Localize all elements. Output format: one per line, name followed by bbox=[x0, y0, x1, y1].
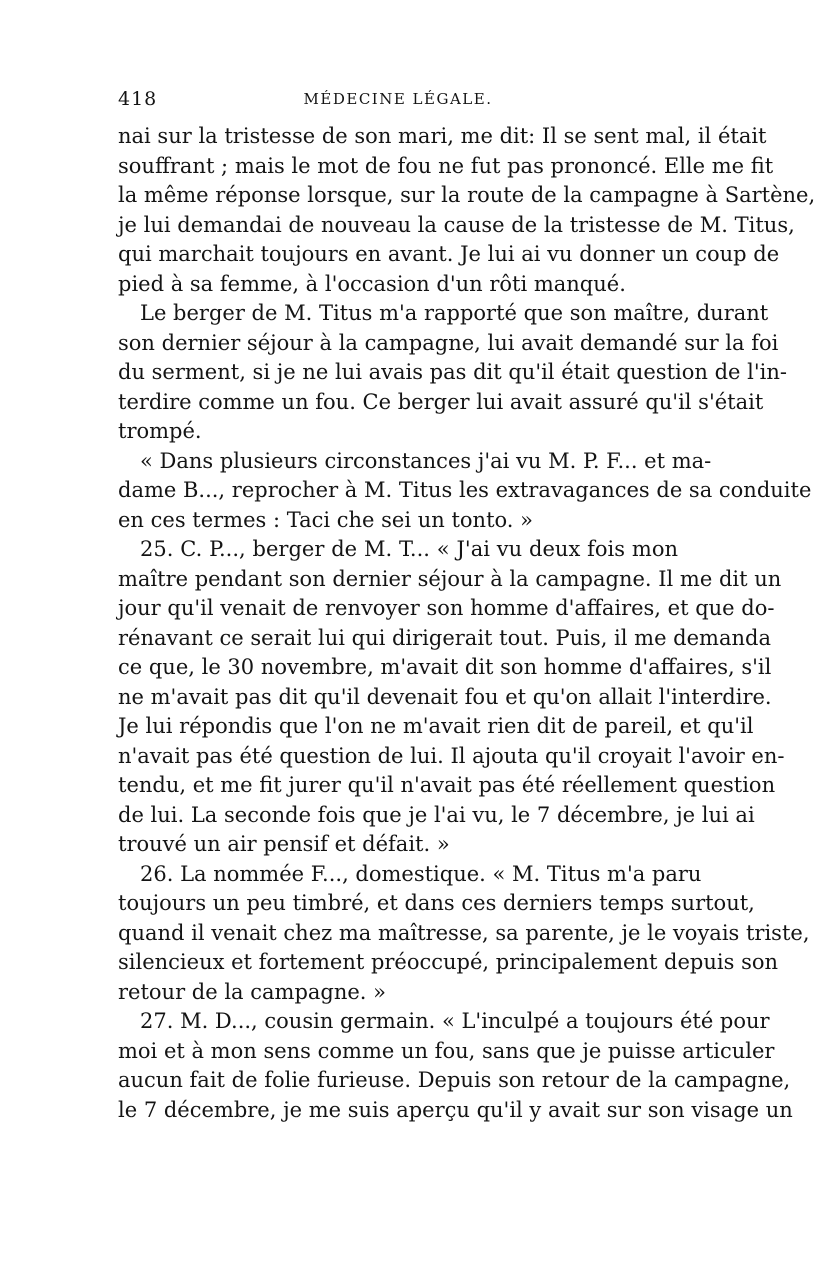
text-line: 26. La nommée F..., domestique. « M. Titus m'a paru bbox=[140, 861, 702, 886]
text-line: n'avait pas été question de lui. Il ajouta qu'il croyait l'avoir en- bbox=[118, 743, 785, 768]
text-line: 27. M. D..., cousin germain. « L'inculpé a toujours été pour bbox=[140, 1009, 770, 1033]
text-line: « Dans plusieurs circonstances j'ai vu M. P. F... et ma- bbox=[140, 448, 712, 473]
text-line: terdire comme un fou. Ce berger lui avait assuré qu'il s'était bbox=[118, 389, 764, 414]
text-line: le 7 décembre, je me suis aperçu qu'il y avait sur son visage un bbox=[118, 1097, 793, 1122]
running-title: MÉDECINE LÉGALE. bbox=[303, 90, 493, 108]
text-line: rénavant ce serait lui qui dirigerait tout. Puis, il me demanda bbox=[118, 625, 771, 650]
text-line: la même réponse lorsque, sur la route de la campagne à Sartène, bbox=[118, 183, 815, 207]
running-head bbox=[118, 88, 678, 118]
book-page bbox=[118, 88, 815, 1125]
text-line: du serment, si je ne lui avais pas dit qu'il était question de l'in- bbox=[118, 360, 787, 384]
text-line: aucun fait de folie furieuse. Depuis son retour de la campagne, bbox=[118, 1068, 791, 1092]
text-line: je lui demandai de nouveau la cause de la tristesse de M. Titus, bbox=[118, 212, 795, 237]
text-line: moi et à mon sens comme un fou, sans que je puisse articuler bbox=[118, 1038, 775, 1063]
text-line: pied à sa femme, à l'occasion d'un rôti manqué. bbox=[118, 271, 626, 296]
text-line: trouvé un air pensif et défait. » bbox=[118, 832, 450, 856]
text-line: Je lui répondis que l'on ne m'avait rien dit de pareil, et qu'il bbox=[118, 714, 754, 738]
text-line: souffrant ; mais le mot de fou ne fut pas prononcé. Elle me fit bbox=[118, 153, 774, 178]
text-line: tendu, et me fit jurer qu'il n'avait pas été réellement question bbox=[118, 773, 776, 797]
text-line: qui marchait toujours en avant. Je lui ai vu donner un coup de bbox=[118, 242, 780, 266]
text-line: Le berger de M. Titus m'a rapporté que son maître, durant bbox=[140, 301, 769, 325]
text-line: son dernier séjour à la campagne, lui avait demandé sur la foi bbox=[118, 330, 779, 355]
page-number: 418 bbox=[118, 88, 158, 110]
text-line: toujours un peu timbré, et dans ces derniers temps surtout, bbox=[118, 891, 755, 915]
text-line: maître pendant son dernier séjour à la campagne. Il me dit un bbox=[118, 566, 782, 591]
text-line: dame B..., reprocher à M. Titus les extravagances de sa conduite bbox=[118, 478, 812, 502]
text-line: retour de la campagne. » bbox=[118, 979, 386, 1004]
text-line: nai sur la tristesse de son mari, me dit: Il se sent mal, il était bbox=[118, 124, 767, 148]
body-text bbox=[118, 122, 815, 1125]
text-line: ce que, le 30 novembre, m'avait dit son homme d'affaires, s'il bbox=[118, 655, 772, 679]
text-line: jour qu'il venait de renvoyer son homme d'affaires, et que do- bbox=[118, 596, 775, 620]
text-line: trompé. bbox=[118, 419, 202, 443]
text-line: de lui. La seconde fois que je l'ai vu, le 7 décembre, je lui ai bbox=[118, 802, 755, 827]
text-line: quand il venait chez ma maîtresse, sa parente, je le voyais triste, bbox=[118, 920, 810, 945]
text-line: 25. C. P..., berger de M. T... « J'ai vu deux fois mon bbox=[140, 537, 678, 561]
text-line: silencieux et fortement préoccupé, principalement depuis son bbox=[118, 950, 779, 974]
text-line: ne m'avait pas dit qu'il devenait fou et qu'on allait l'interdire. bbox=[118, 684, 772, 709]
text-line: en ces termes : Taci che sei un tonto. » bbox=[118, 507, 533, 532]
